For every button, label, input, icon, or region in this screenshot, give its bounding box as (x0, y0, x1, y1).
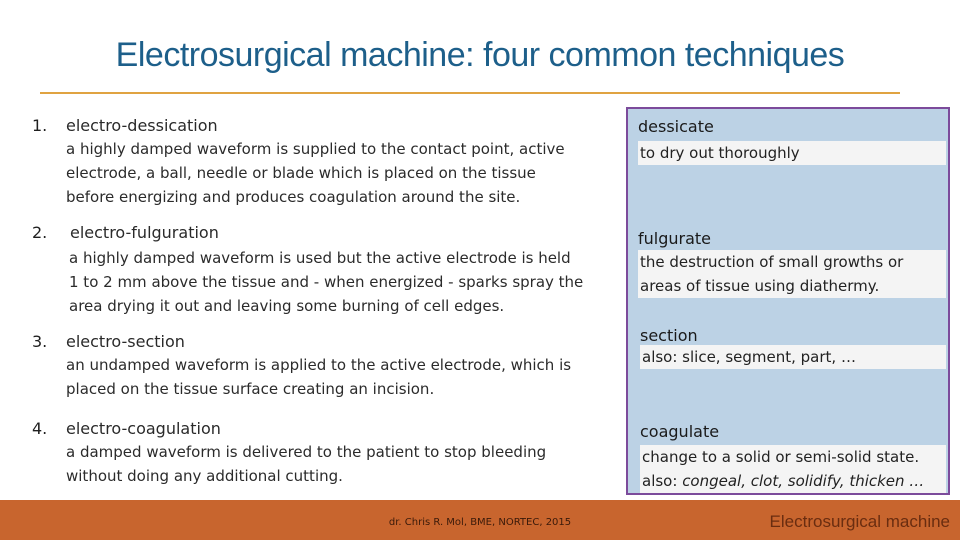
definition-2-text: the destruction of small growths or areas of tissue using diathermy. (638, 250, 946, 298)
footer-section-label: Electrosurgical machine (769, 512, 950, 531)
title-divider (40, 92, 900, 94)
technique-2-term: electro-fulguration (70, 223, 219, 242)
definition-1-text: to dry out thoroughly (638, 141, 946, 165)
technique-4-number: 4. (32, 419, 48, 438)
technique-1-description: a highly damped waveform is supplied to the contact point, active electrode, a ball, needle or blade which is placed on the tissue before energizing and produces coagulation around the site. (66, 140, 565, 206)
technique-1-term: electro-dessication (66, 116, 218, 135)
technique-2-description: a highly damped waveform is used but the active electrode is held 1 to 2 mm above the tissue and - when energized - sparks spray the area drying it out and leaving some burning of cell edges. (69, 249, 584, 315)
technique-4-description: a damped waveform is delivered to the patient to stop bleeding without doing any additional cutting. (66, 443, 547, 485)
definition-2-term: fulgurate (638, 229, 712, 248)
definitions-panel (626, 107, 950, 495)
technique-4-term: electro-coagulation (66, 419, 221, 438)
definition-4-term: coagulate (640, 422, 720, 441)
slide-title: Electrosurgical machine: four common techniques (115, 36, 845, 74)
footer-credit: dr. Chris R. Mol, BME, NORTEC, 2015 (388, 517, 572, 528)
technique-3-number: 3. (32, 332, 48, 351)
technique-3-description: an undamped waveform is applied to the active electrode, which is placed on the tissue surface creating an incision. (66, 356, 572, 398)
definition-3-text: also: slice, segment, part, … (640, 345, 946, 369)
technique-1-number: 1. (32, 116, 48, 135)
definition-4-text: change to a solid or semi-solid state. also: congeal, clot, solidify, thicken … (640, 445, 946, 493)
definition-3-term: section (640, 326, 698, 345)
technique-2-number: 2. (32, 223, 48, 242)
definition-1-term: dessicate (638, 117, 714, 136)
technique-3-term: electro-section (66, 332, 185, 351)
